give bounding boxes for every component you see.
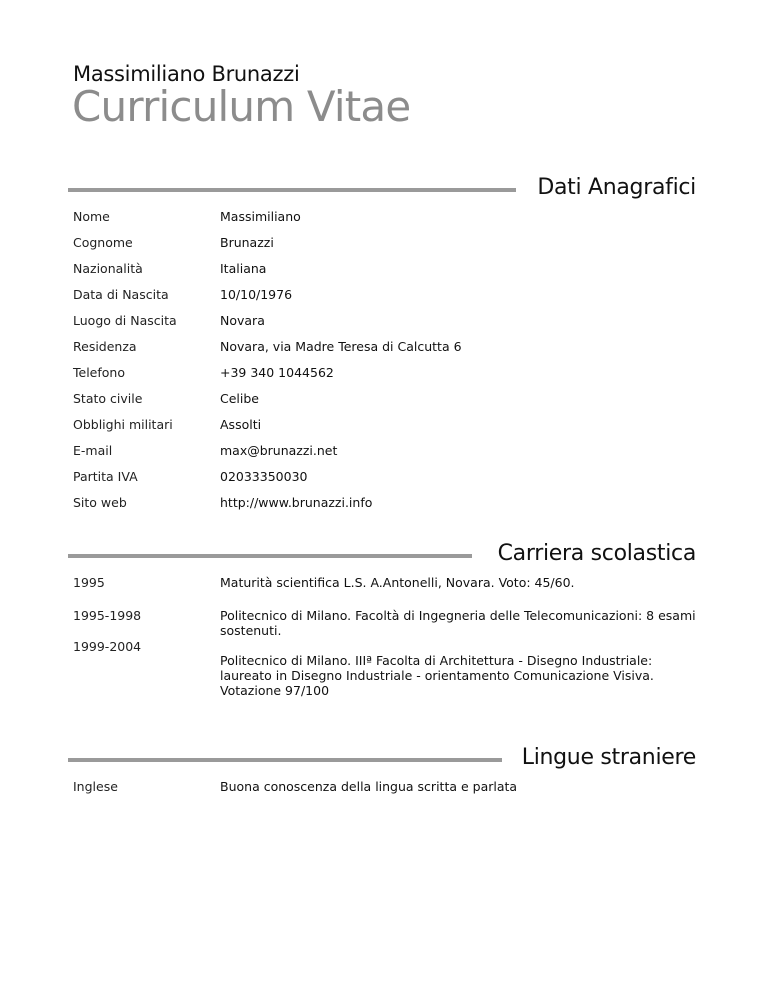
- info-label: Nome: [73, 209, 110, 224]
- section-heading: Carriera scolastica: [497, 541, 696, 566]
- education-entry: Politecnico di Milano. Facoltà di Ingegneria delle Telecomunicazioni: 8 esami sostenuti.: [220, 608, 696, 638]
- info-label: Data di Nascita: [73, 287, 169, 302]
- language-level: Buona conoscenza della lingua scritta e parlata: [220, 779, 518, 794]
- education-entry: Maturità scientifica L.S. A.Antonelli, Novara. Voto: 45/60.: [220, 575, 575, 590]
- info-label: Telefono: [73, 365, 125, 380]
- info-value: Novara: [220, 313, 265, 328]
- section-rule: [68, 554, 472, 558]
- info-label: Cognome: [73, 235, 133, 250]
- info-value: Novara, via Madre Teresa di Calcutta 6: [220, 339, 462, 354]
- info-value: Italiana: [220, 261, 267, 276]
- info-label: Obblighi militari: [73, 417, 173, 432]
- section-rule: [68, 188, 516, 192]
- info-value: Massimiliano: [220, 209, 301, 224]
- info-value: Celibe: [220, 391, 259, 406]
- info-label: Luogo di Nascita: [73, 313, 177, 328]
- info-label: Stato civile: [73, 391, 143, 406]
- language-label: Inglese: [73, 779, 118, 794]
- info-value: Brunazzi: [220, 235, 274, 250]
- section-header-lingue: [68, 740, 696, 770]
- education-year: 1999-2004: [73, 639, 142, 654]
- info-label: Nazionalità: [73, 261, 143, 276]
- education-entry: Politecnico di Milano. IIIª Facolta di Architettura - Disegno Industriale: laureato in Disegno Industriale - orientamento Comunicazione Visiva. Votazione 97/100: [220, 653, 654, 698]
- section-header-anagrafici: [68, 170, 696, 200]
- info-value: 02033350030: [220, 469, 308, 484]
- education-year: 1995: [73, 575, 105, 590]
- education-year: 1995-1998: [73, 608, 142, 623]
- website-link[interactable]: http://www.brunazzi.info: [220, 495, 373, 510]
- section-heading: Lingue straniere: [521, 745, 696, 770]
- person-name: Massimiliano Brunazzi: [73, 62, 300, 86]
- info-label: Partita IVA: [73, 469, 138, 484]
- info-label: E-mail: [73, 443, 113, 458]
- info-value: Assolti: [220, 417, 262, 432]
- section-header-scolastica: [68, 536, 696, 566]
- info-label: Sito web: [73, 495, 127, 510]
- email-link[interactable]: max@brunazzi.net: [220, 443, 338, 458]
- section-heading: Dati Anagrafici: [537, 175, 696, 200]
- section-rule: [68, 758, 502, 762]
- info-label: Residenza: [73, 339, 137, 354]
- document-title: Curriculum Vitae: [72, 82, 411, 131]
- info-value: 10/10/1976: [220, 287, 293, 302]
- info-value: +39 340 1044562: [220, 365, 334, 380]
